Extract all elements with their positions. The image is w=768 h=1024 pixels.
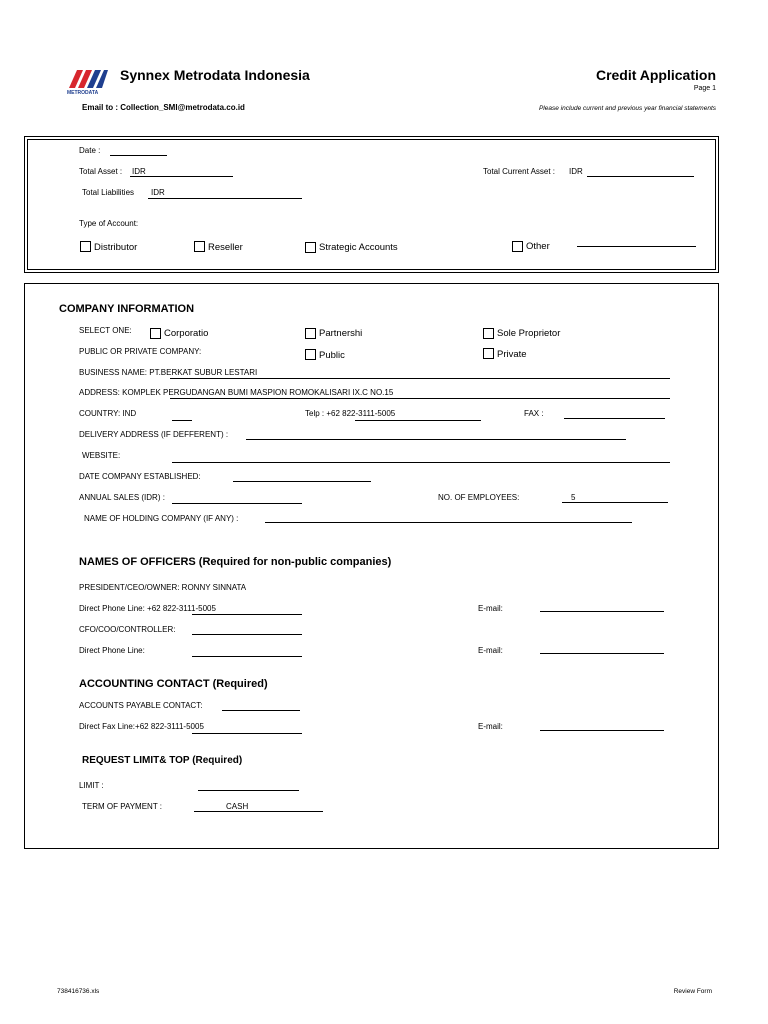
option-private: Private (497, 349, 527, 360)
business-name-field[interactable] (170, 378, 670, 379)
page-label: Page 1 (693, 85, 716, 92)
officers-title: NAMES OF OFFICERS (Required for non-public companies) (79, 556, 392, 568)
checkbox-distributor[interactable] (80, 241, 91, 252)
total-liabilities-field[interactable] (148, 198, 302, 199)
direct-phone-2-field[interactable] (192, 656, 302, 657)
limit-label: LIMIT : (79, 781, 104, 790)
cfo-label: CFO/COO/CONTROLLER: (79, 625, 176, 634)
payable-contact-label: ACCOUNTS PAYABLE CONTACT: (79, 701, 203, 710)
date-established-field[interactable] (233, 481, 371, 482)
holding-company-field[interactable] (265, 522, 632, 523)
country[interactable]: COUNTRY: IND (79, 409, 137, 418)
telp-field[interactable] (355, 420, 481, 421)
employees-field[interactable] (562, 502, 668, 503)
direct-phone-1-field[interactable] (192, 614, 302, 615)
direct-phone-1[interactable]: Direct Phone Line: +62 822-3111-5005 (79, 604, 216, 613)
term-value[interactable]: CASH (226, 802, 249, 811)
logo-text: METRODATA (67, 90, 99, 96)
term-field[interactable] (194, 811, 323, 812)
total-asset-field[interactable] (130, 176, 233, 177)
employees-label: NO. OF EMPLOYEES: (438, 493, 520, 502)
total-liabilities-value[interactable]: IDR (151, 188, 165, 197)
option-sole-proprietor: Sole Proprietor (497, 328, 561, 339)
annual-sales-label: ANNUAL SALES (IDR) : (79, 493, 165, 502)
total-current-asset-field[interactable] (587, 176, 694, 177)
account-type-strategic: Strategic Accounts (319, 242, 398, 253)
officer-email-label-2: E-mail: (478, 646, 503, 655)
business-name[interactable]: BUSINESS NAME: PT.BERKAT SUBUR LESTARI (79, 368, 258, 377)
other-field[interactable] (577, 246, 696, 247)
total-current-asset-value[interactable]: IDR (569, 167, 583, 176)
country-field[interactable] (172, 420, 192, 421)
date-established-label: DATE COMPANY ESTABLISHED: (79, 472, 201, 481)
officer-email-field-1[interactable] (540, 611, 664, 612)
payable-contact-field[interactable] (222, 710, 300, 711)
date-label: Date : (79, 146, 101, 155)
officer-email-field-2[interactable] (540, 653, 664, 654)
address-field[interactable] (170, 398, 670, 399)
company-name: Synnex Metrodata Indonesia (120, 67, 310, 83)
company-info-title: COMPANY INFORMATION (59, 303, 195, 315)
president-line[interactable]: PRESIDENT/CEO/OWNER: RONNY SINNATA (79, 583, 247, 592)
checkbox-strategic-accounts[interactable] (305, 242, 316, 253)
delivery-address-label: DELIVERY ADDRESS (IF DEFFERENT) : (79, 430, 229, 439)
form-title: Credit Application (595, 67, 716, 83)
fax-label: FAX : (524, 409, 544, 418)
cfo-field[interactable] (192, 634, 302, 635)
checkbox-other[interactable] (512, 241, 523, 252)
accounting-email-field[interactable] (540, 730, 664, 731)
total-asset-label: Total Asset : (79, 167, 123, 176)
accounting-title: ACCOUNTING CONTACT (Required) (79, 678, 268, 690)
select-one-label: SELECT ONE: (79, 326, 132, 335)
telp[interactable]: Telp : +62 822-3111-5005 (305, 409, 396, 418)
total-asset-value[interactable]: IDR (132, 167, 146, 176)
option-public: Public (319, 350, 345, 361)
checkbox-corporation[interactable] (150, 328, 161, 339)
direct-fax-field[interactable] (192, 733, 302, 734)
officer-email-label-1: E-mail: (478, 604, 503, 613)
checkbox-partnership[interactable] (305, 328, 316, 339)
total-current-asset-label: Total Current Asset : (483, 167, 556, 176)
term-label: TERM OF PAYMENT : (82, 802, 163, 811)
website-field[interactable] (172, 462, 670, 463)
option-corporation: Corporatio (164, 328, 209, 339)
checkbox-public[interactable] (305, 349, 316, 360)
option-partnership: Partnershi (319, 328, 363, 339)
account-type-distributor: Distributor (94, 242, 138, 253)
financial-note: Please include current and previous year financial statements (538, 105, 716, 112)
delivery-address-field[interactable] (246, 439, 626, 440)
checkbox-private[interactable] (483, 348, 494, 359)
request-title: REQUEST LIMIT& TOP (Required) (82, 755, 243, 766)
accounting-email-label: E-mail: (478, 722, 503, 731)
direct-fax-line[interactable]: Direct Fax Line:+62 822-3111-5005 (79, 722, 204, 731)
address[interactable]: ADDRESS: KOMPLEK PERGUDANGAN BUMI MASPION ROMOKALISARI IX.C NO.15 (79, 388, 394, 397)
type-of-account-label: Type of Account: (79, 219, 139, 228)
date-field[interactable] (110, 155, 167, 156)
account-type-reseller: Reseller (208, 242, 243, 253)
checkbox-reseller[interactable] (194, 241, 205, 252)
website-label: WEBSITE: (82, 451, 121, 460)
total-liabilities-label: Total Liabilities (82, 188, 135, 197)
public-private-label: PUBLIC OR PRIVATE COMPANY: (79, 347, 202, 356)
account-type-other: Other (526, 241, 550, 252)
limit-field[interactable] (198, 790, 299, 791)
checkbox-sole-proprietor[interactable] (483, 328, 494, 339)
annual-sales-field[interactable] (172, 503, 302, 504)
direct-phone-2: Direct Phone Line: (79, 646, 145, 655)
fax-field[interactable] (564, 418, 665, 419)
employees-value[interactable]: 5 (571, 493, 576, 502)
footer-file-name: 738416736.xls (57, 988, 100, 995)
email-line: Email to : Collection_SMI@metrodata.co.id (82, 103, 245, 112)
footer-review: Review Form (673, 988, 712, 995)
holding-company-label: NAME OF HOLDING COMPANY (IF ANY) : (84, 514, 239, 523)
